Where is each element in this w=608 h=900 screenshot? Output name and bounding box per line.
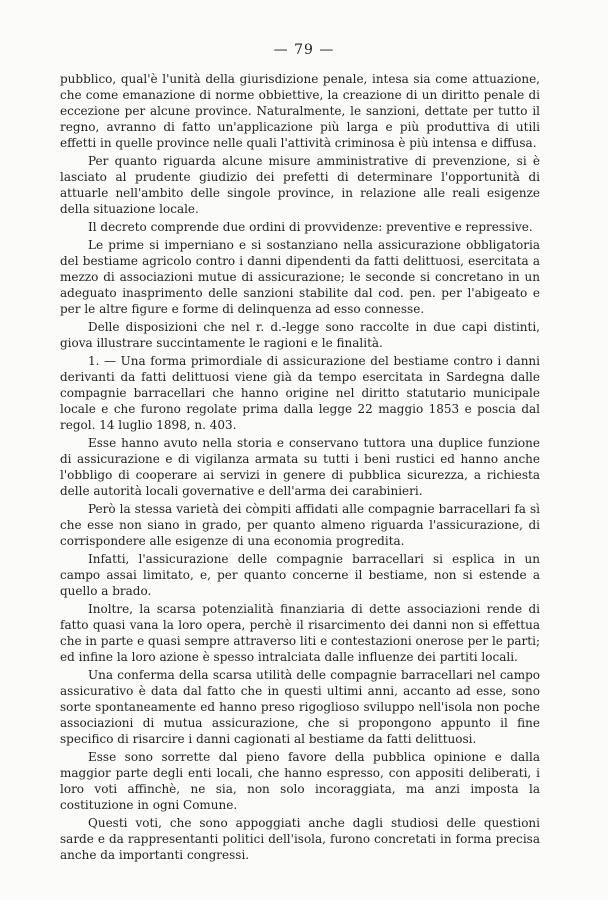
paragraph: Esse sono sorrette dal pieno favore della pubblica opinione e dalla maggior parte degli enti locali, che hanno espresso, con appositi deliberati, i loro voti affinchè, ne sia, non solo incoraggiata, ma anzi imposta la costituzione in ogni Comune.	[60, 750, 540, 812]
paragraph: 1. — Una forma primordiale di assicurazione del bestiame contro i danni derivanti da fatti delittuosi viene già da tempo esercitata in Sardegna dalle compagnie barracellari che hanno origine nel diritto statutario municipale locale e che furono regolate prima dalla legge 22 maggio 1853 e poscia dal regol. 14 luglio 1898, n. 403.	[60, 354, 540, 432]
paragraph: Le prime si imperniano e si sostanziano nella assicurazione obbligatoria del bestiame agricolo contro i danni dipendenti da fatti delittuosi, esercitata a mezzo di associazioni mutue di assicurazione; le seconde si concretano in un adeguato inasprimento delle sanzioni stabilite dal cod. pen. per l'abigeato e per le altre figure e forme di delinquenza ad esso connesse.	[60, 238, 540, 316]
paragraph: Infatti, l'assicurazione delle compagnie barracellari si esplica in un campo assai limitato, e, per quanto concerne il bestiame, non si estende a quello a brado.	[60, 552, 540, 598]
paragraph: Il decreto comprende due ordini di provvidenze: preventive e repressive.	[88, 220, 533, 234]
page-number: — 79 —	[273, 42, 335, 58]
paragraph: Delle disposizioni che nel r. d.-legge sono raccolte in due capi distinti, giova illustrare succintamente le ragioni e le finalità.	[60, 320, 540, 350]
paragraph: Una conferma della scarsa utilità delle compagnie barracellari nel campo assicurativo è data dal fatto che in questi ultimi anni, accanto ad esse, sono sorte spontaneamente ed hanno preso rigoglioso sviluppo nell'isola non poche associazioni di mutua assicurazione, che si propongono appunto il fine specifico di risarcire i danni cagionati al bestiame da fatti delittuosi.	[60, 668, 540, 746]
paragraph: pubblico, qual'è l'unità della giurisdizione penale, intesa sia come attuazione, che come emanazione di norme obbiettive, la creazione di un diritto penale di eccezione per alcune province. Naturalmente, le sanzioni, dettate per tutto il regno, avranno di fatto un'applicazione più larga e più produttiva di utili effetti in quelle province nelle quali l'attività criminosa è più intensa e diffusa.	[60, 72, 540, 150]
body-text	[60, 71, 540, 865]
paragraph: Per quanto riguarda alcune misure amministrative di prevenzione, si è lasciato al prudente giudizio dei prefetti di determinare l'opportunità di attuarle nell'ambito delle singole province, in relazione alle reali esigenze della situazione locale.	[60, 154, 540, 216]
paragraph: Però la stessa varietà dei còmpiti affidati alle compagnie barracellari fa sì che esse non siano in grado, per quanto almeno riguarda l'assicurazione, di corrispondere alle esigenze di una economia progredita.	[60, 502, 540, 548]
paragraph: Questi voti, che sono appoggiati anche dagli studiosi delle questioni sarde e da rappresentanti politici dell'isola, furono concretati in forma precisa anche da importanti congressi.	[60, 816, 540, 862]
paragraph: Esse hanno avuto nella storia e conservano tuttora una duplice funzione di assicurazione e di vigilanza armata su tutti i beni rustici ed hanno anche l'obbligo di cooperare ai servizi in genere di pubblica sicurezza, a richiesta delle autorità locali governative e dell'arma dei carabinieri.	[60, 436, 540, 498]
paragraph: Inoltre, la scarsa potenzialità finanziaria di dette associazioni rende di fatto quasi vana la loro opera, perchè il risarcimento dei danni non si effettua che in parte e quasi sempre attraverso liti e contestazioni onerose per le parti; ed infine la loro azione è spesso intralciata dalle influenze dei partiti locali.	[60, 602, 540, 664]
